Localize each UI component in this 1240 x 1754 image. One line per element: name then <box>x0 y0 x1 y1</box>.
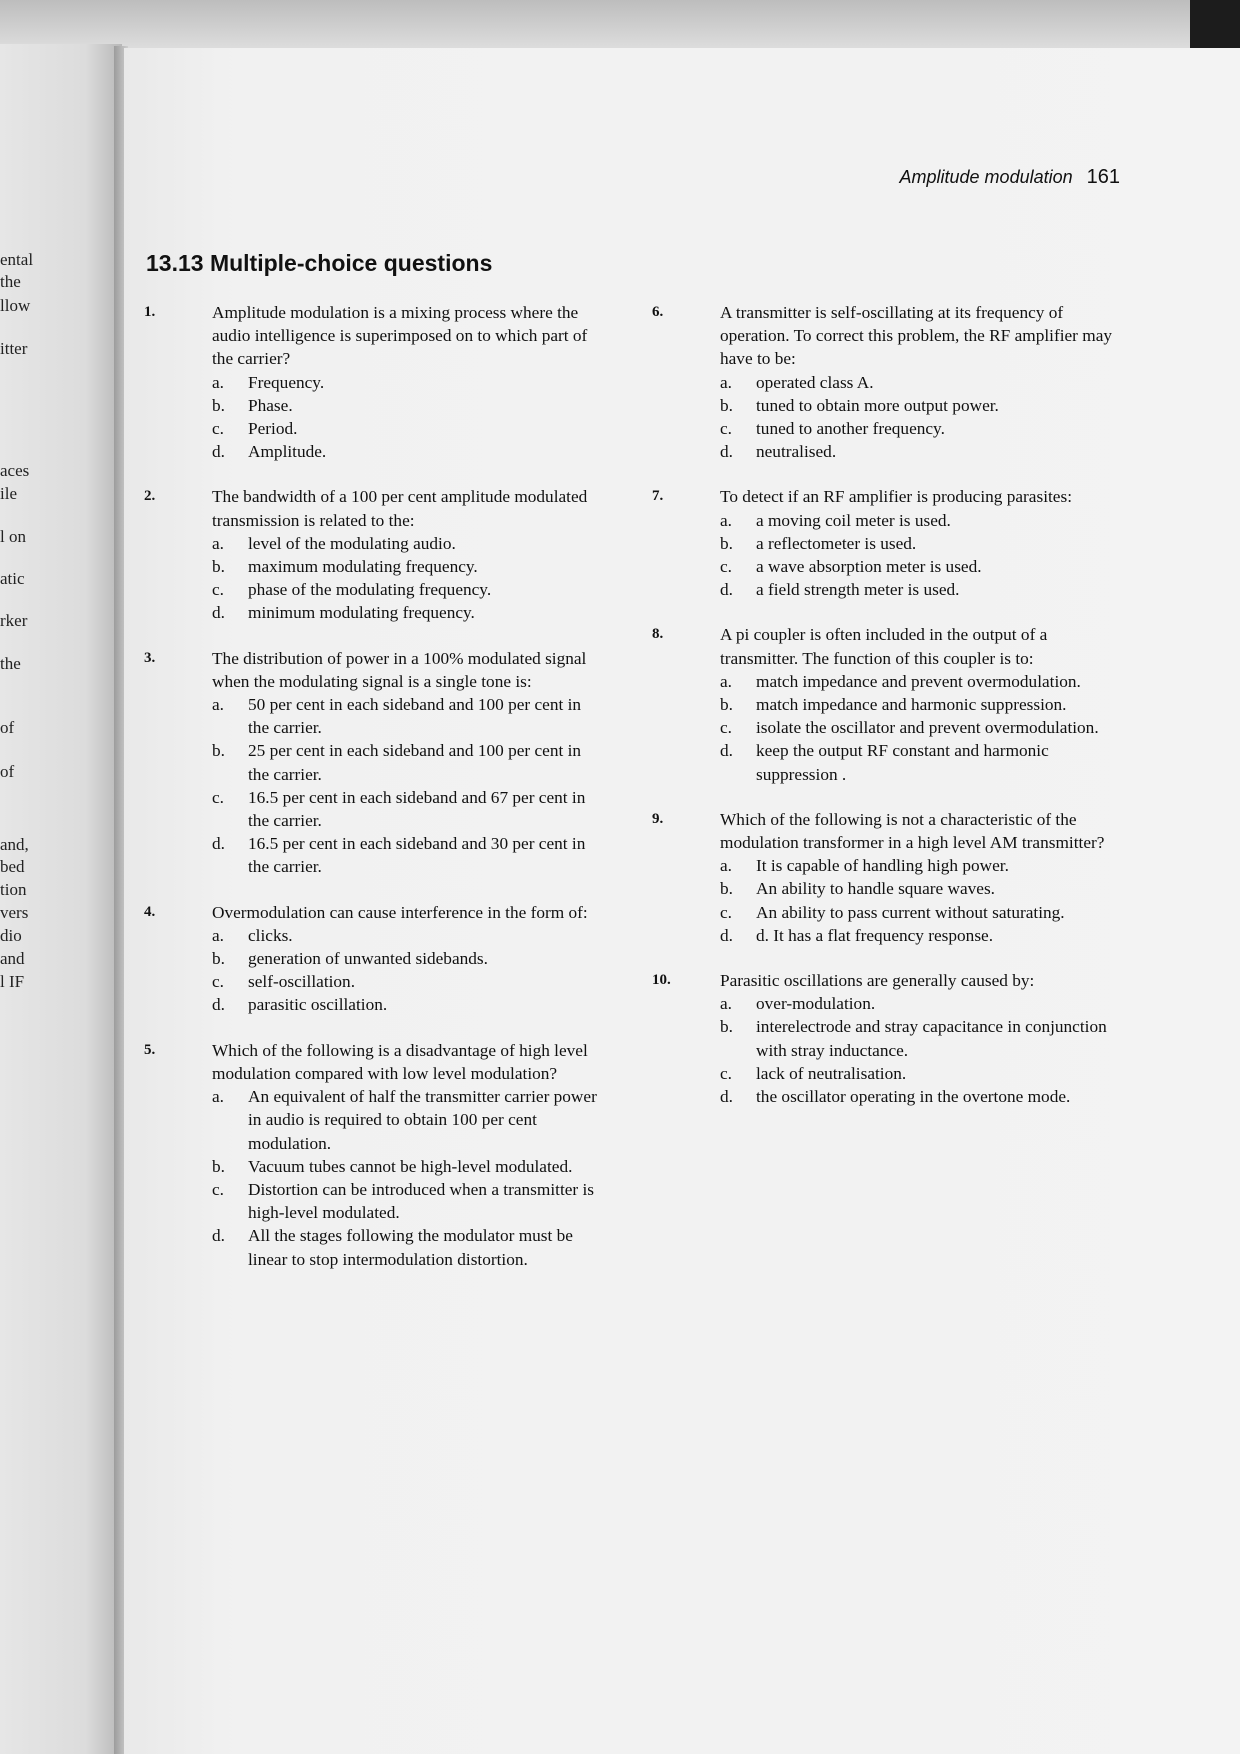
answer-option <box>212 371 604 394</box>
facing-page-text-fragment: llow <box>0 296 31 315</box>
option-letter: c. <box>720 1063 732 1083</box>
option-text: Vacuum tubes cannot be high-level modulated. <box>248 1156 573 1176</box>
option-text: An equivalent of half the transmitter carrier power in audio is required to obtain 100 per cent modulation. <box>248 1087 597 1153</box>
option-letter: c. <box>212 972 224 992</box>
option-letter: b. <box>720 695 733 715</box>
question-text: Overmodulation can cause interference in the form of: <box>212 902 588 922</box>
question-item <box>144 901 604 1017</box>
option-text: 16.5 per cent in each sideband and 67 per cent in the carrier. <box>248 787 586 831</box>
answer-option <box>720 555 1112 578</box>
answer-options <box>212 1085 604 1271</box>
answer-option <box>212 440 604 463</box>
page-number: 161 <box>1086 166 1120 188</box>
option-text: 25 per cent in each sideband and 100 per cent in the carrier. <box>248 741 582 784</box>
question-item <box>652 623 1112 785</box>
answer-option <box>212 532 604 555</box>
question-number: 2. <box>144 488 156 505</box>
answer-option <box>720 877 1112 900</box>
answer-option <box>720 578 1112 601</box>
question-text: The bandwidth of a 100 per cent amplitude modulated transmission is related to the: <box>212 487 588 530</box>
option-text: tuned to obtain more output power. <box>756 395 999 415</box>
answer-options <box>720 509 1112 602</box>
option-letter: c. <box>212 1179 224 1199</box>
answer-option <box>720 716 1112 739</box>
answer-option <box>212 1155 604 1178</box>
option-text: tuned to another frequency. <box>756 419 945 439</box>
answer-option <box>720 371 1112 394</box>
answer-option <box>720 992 1112 1015</box>
question-number: 9. <box>652 810 664 827</box>
answer-option <box>720 440 1112 463</box>
facing-page-text-fragment: l on <box>0 527 26 546</box>
facing-page-text-fragment: vers <box>0 903 29 922</box>
question-column-left <box>144 301 604 1293</box>
option-text: neutralised. <box>756 442 837 462</box>
option-letter: b. <box>720 533 733 553</box>
option-letter: d. <box>212 603 225 623</box>
option-text: level of the modulating audio. <box>248 533 456 553</box>
option-text: minimum modulating frequency. <box>248 603 475 623</box>
answer-option <box>212 394 604 417</box>
option-text: Frequency. <box>248 372 325 392</box>
answer-options <box>720 854 1112 947</box>
option-letter: a. <box>720 856 732 876</box>
option-letter: b. <box>212 395 225 415</box>
answer-option <box>212 1085 604 1155</box>
option-text: clicks. <box>248 925 293 945</box>
option-letter: a. <box>720 372 732 392</box>
answer-option <box>212 832 604 878</box>
option-text: a field strength meter is used. <box>756 580 960 600</box>
option-letter: c. <box>212 787 224 807</box>
answer-option <box>720 509 1112 532</box>
question-number: 4. <box>144 903 156 920</box>
answer-option <box>212 555 604 578</box>
question-item <box>144 485 604 624</box>
answer-options <box>720 992 1112 1108</box>
question-item <box>144 1039 604 1271</box>
option-letter: d. <box>720 741 733 761</box>
option-letter: d. <box>212 995 225 1015</box>
answer-option <box>720 854 1112 877</box>
facing-page-text-fragment: ile <box>0 484 17 503</box>
question-item <box>144 301 604 463</box>
option-letter: a. <box>212 695 224 715</box>
scan-edge-shadow <box>1190 0 1240 48</box>
facing-page-text-fragment: the <box>0 654 21 673</box>
question-text: A transmitter is self-oscillating at its frequency of operation. To correct this problem, the RF amplifier may have to be: <box>720 303 1113 369</box>
option-text: over-modulation. <box>756 994 876 1014</box>
question-text: Parasitic oscillations are generally caused by: <box>720 971 1035 991</box>
option-letter: c. <box>720 902 732 922</box>
facing-page-text-fragment: of <box>0 718 15 737</box>
answer-option <box>720 417 1112 440</box>
answer-options <box>720 371 1112 464</box>
option-letter: d. <box>212 834 225 854</box>
option-letter: a. <box>212 1087 224 1107</box>
option-letter: b. <box>212 1156 225 1176</box>
option-letter: c. <box>212 580 224 600</box>
question-text: Amplitude modulation is a mixing process where the audio intelligence is superimposed on to which part of the carrier? <box>212 303 588 369</box>
option-letter: a. <box>212 372 224 392</box>
section-title: 13.13 Multiple-choice questions <box>146 250 493 276</box>
option-letter: b. <box>720 395 733 415</box>
question-item <box>652 301 1112 463</box>
option-text: match impedance and harmonic suppression. <box>756 695 1067 715</box>
answer-option <box>212 947 604 970</box>
option-text: parasitic oscillation. <box>248 995 388 1015</box>
question-number: 1. <box>144 304 156 320</box>
facing-page-text-fragment: bed <box>0 857 25 876</box>
answer-options <box>212 924 604 1017</box>
answer-option <box>720 924 1112 947</box>
facing-page-text-fragment: of <box>0 762 15 781</box>
option-letter: c. <box>720 718 732 738</box>
answer-options <box>212 693 604 879</box>
option-letter: c. <box>212 419 224 439</box>
option-letter: a. <box>720 671 732 691</box>
option-letter: b. <box>212 949 225 969</box>
answer-option <box>212 970 604 993</box>
question-number: 7. <box>652 488 664 505</box>
option-letter: b. <box>212 557 225 577</box>
option-text: An ability to pass current without saturating. <box>756 902 1065 922</box>
option-text: All the stages following the modulator must be linear to stop intermodulation distortion. <box>248 1226 573 1269</box>
answer-option <box>720 1015 1112 1061</box>
answer-option <box>212 993 604 1016</box>
scan-background <box>0 0 1240 50</box>
option-text: a reflectometer is used. <box>756 533 917 553</box>
option-text: Distortion can be introduced when a transmitter is high-level modulated. <box>248 1179 595 1223</box>
facing-page-text-fragment: atic <box>0 569 25 588</box>
answer-option <box>720 1085 1112 1108</box>
answer-option <box>212 786 604 832</box>
question-item <box>652 485 1112 601</box>
facing-page-text-fragment: ental <box>0 250 34 269</box>
option-text: isolate the oscillator and prevent overmodulation. <box>756 718 1099 738</box>
facing-page-text-fragment: the <box>0 272 21 291</box>
option-text: Phase. <box>248 395 293 415</box>
answer-option <box>720 739 1112 785</box>
question-number: 6. <box>652 304 664 320</box>
facing-page-text-fragment: and, <box>0 835 29 854</box>
question-text: Which of the following is a disadvantage of high level modulation compared with low level modulation? <box>212 1040 588 1083</box>
option-letter: a. <box>212 925 224 945</box>
question-text: To detect if an RF amplifier is producing parasites: <box>720 487 1073 507</box>
facing-page-text-fragment: l IF <box>0 972 25 991</box>
option-letter: c. <box>720 557 732 577</box>
answer-option <box>212 693 604 739</box>
option-letter: a. <box>212 533 224 553</box>
option-text: a wave absorption meter is used. <box>756 557 982 577</box>
answer-option <box>212 578 604 601</box>
question-number: 3. <box>144 649 156 666</box>
answer-option <box>212 739 604 785</box>
option-letter: d. <box>720 925 733 945</box>
option-letter: b. <box>720 879 733 899</box>
option-text: lack of neutralisation. <box>756 1063 907 1083</box>
answer-options <box>212 532 604 625</box>
answer-option <box>212 1178 604 1224</box>
facing-page-text-fragment: aces <box>0 461 30 480</box>
option-text: maximum modulating frequency. <box>248 557 478 577</box>
option-text: Amplitude. <box>248 442 327 462</box>
facing-page-edge <box>0 44 122 1754</box>
answer-option <box>720 693 1112 716</box>
option-text: It is capable of handling high power. <box>756 856 1009 876</box>
question-text: A pi coupler is often included in the output of a transmitter. The function of this coupler is to: <box>720 625 1048 668</box>
question-number: 8. <box>652 626 664 643</box>
facing-page-text-fragment: and <box>0 949 25 968</box>
answer-option <box>212 924 604 947</box>
question-column-right <box>652 301 1112 1130</box>
running-head <box>830 166 1120 190</box>
option-text: 50 per cent in each sideband and 100 per cent in the carrier. <box>248 695 582 738</box>
answer-option <box>720 1062 1112 1085</box>
question-number: 10. <box>652 972 671 989</box>
answer-options <box>720 670 1112 786</box>
answer-option <box>720 532 1112 555</box>
answer-option <box>720 901 1112 924</box>
question-item <box>144 647 604 879</box>
option-text: phase of the modulating frequency. <box>248 580 492 600</box>
answer-option <box>212 417 604 440</box>
option-text: interelectrode and stray capacitance in conjunction with stray inductance. <box>756 1017 1107 1060</box>
facing-page-text-fragment: tion <box>0 880 27 899</box>
option-letter: c. <box>720 419 732 439</box>
running-head-title: Amplitude modulation <box>899 167 1073 187</box>
answer-option <box>212 1224 604 1270</box>
option-text: self-oscillation. <box>248 972 356 992</box>
option-text: d. It has a flat frequency response. <box>756 925 994 945</box>
question-text: Which of the following is not a characteristic of the modulation transformer in a high level AM transmitter? <box>720 809 1105 853</box>
option-text: generation of unwanted sidebands. <box>248 949 488 969</box>
option-text: An ability to handle square waves. <box>756 879 995 899</box>
option-text: keep the output RF constant and harmonic suppression . <box>756 741 1049 784</box>
answer-option <box>212 601 604 624</box>
question-number: 5. <box>144 1041 156 1058</box>
question-item <box>652 969 1112 1108</box>
question-item <box>652 808 1112 947</box>
answer-option <box>720 670 1112 693</box>
question-text: The distribution of power in a 100% modulated signal when the modulating signal is a single tone is: <box>212 648 587 691</box>
answer-option <box>720 394 1112 417</box>
option-text: Period. <box>248 419 298 439</box>
option-text: 16.5 per cent in each sideband and 30 per cent in the carrier. <box>248 834 586 877</box>
option-text: match impedance and prevent overmodulation. <box>756 671 1081 691</box>
option-letter: a. <box>720 994 732 1014</box>
option-letter: d. <box>212 442 225 462</box>
option-letter: d. <box>212 1226 225 1246</box>
option-text: operated class A. <box>756 372 874 392</box>
option-letter: a. <box>720 510 732 530</box>
facing-page-text-fragment: dio <box>0 926 22 945</box>
option-text: a moving coil meter is used. <box>756 510 951 530</box>
option-letter: d. <box>720 1087 733 1107</box>
option-text: the oscillator operating in the overtone mode. <box>756 1087 1071 1107</box>
facing-page-text-fragment: itter <box>0 339 28 358</box>
answer-options <box>212 371 604 464</box>
option-letter: d. <box>720 442 733 462</box>
option-letter: d. <box>720 580 733 600</box>
facing-page-text-fragment: rker <box>0 611 28 630</box>
option-letter: b. <box>212 741 225 761</box>
option-letter: b. <box>720 1017 733 1037</box>
